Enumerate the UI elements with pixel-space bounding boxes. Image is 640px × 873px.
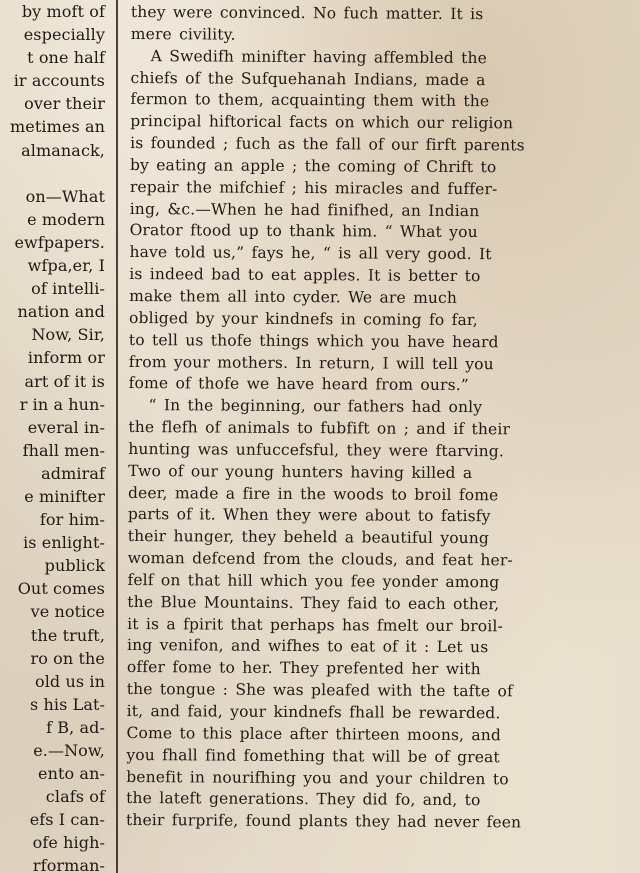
article-line: Two of our young hunters having killed a <box>128 461 473 482</box>
left-column-line: is enlight- <box>23 533 105 553</box>
left-column <box>0 0 108 873</box>
article-line: it is a fpirit that perhaps has fmelt our broil- <box>127 614 503 635</box>
article-line: the flefh of animals to fubfift on ; and if their <box>128 418 511 439</box>
article-line: A Swedifh minifter having affembled the <box>150 46 487 67</box>
left-column-line: metimes an <box>10 117 105 137</box>
left-column-line: ofe high- <box>32 833 105 853</box>
article-line: hunting was unfuccefsful, they were ftarving. <box>128 439 505 461</box>
right-column-article <box>126 2 579 873</box>
left-column-line: Now, Sir, <box>31 325 105 345</box>
left-column-line: the truft, <box>30 625 105 645</box>
left-column-line: ve notice <box>30 602 105 622</box>
article-line: ing, &c.—When he had finifhed, an Indian <box>129 199 480 220</box>
article-line: Come to this place after thirteen moons, and <box>126 723 502 745</box>
article-line: by eating an apple ; the coming of Chrift to <box>129 155 497 177</box>
left-column-line: t one half <box>27 48 105 68</box>
left-column-line: nation and <box>17 302 105 322</box>
article-line: it, and faid, your kindnefs fhall be rewarded. <box>126 701 501 723</box>
left-column-line: almanack, <box>21 140 105 160</box>
left-column-line: on—What <box>25 186 105 206</box>
left-column-line: f B, ad- <box>46 717 105 737</box>
article-line: their hunger, they beheld a beautiful young <box>127 527 490 548</box>
article-line: you fhall find fomething that will be of great <box>126 745 500 766</box>
left-column-line: publick <box>44 556 105 576</box>
article-line: “ In the beginning, our fathers had only <box>148 396 483 417</box>
article-line: fome of thofe we have heard from ours.” <box>128 374 469 395</box>
article-line: ing venifon, and wifhes to eat of it : Let us <box>127 636 489 657</box>
left-column-line: especially <box>23 25 105 45</box>
left-column-line: by moft of <box>21 2 105 21</box>
article-line: fermon to them, acquainting them with the <box>130 90 490 111</box>
article-line: the tongue : She was pleafed with the tafte of <box>126 680 513 701</box>
article-line: is founded ; fuch as the fall of our firft parents <box>130 134 525 155</box>
left-column-line: rforman- <box>32 856 105 873</box>
left-column-line: of intelli- <box>31 279 105 299</box>
article-line: offer fome to her. They prefented her with <box>126 658 481 679</box>
left-column-line: ir accounts <box>13 71 105 91</box>
left-column-line: inform or <box>27 348 105 368</box>
article-line: their furprife, found plants they had never feen <box>125 811 522 832</box>
left-column-line: admiraf <box>41 463 105 483</box>
left-column-line: s his Lat- <box>29 694 105 714</box>
article-line: to tell us thofe things which you have heard <box>128 330 499 351</box>
article-line: the Blue Mountains. They faid to each other, <box>127 592 500 614</box>
left-column-line: wfpa,er, I <box>27 256 105 276</box>
article-line: woman defcend from the clouds, and feat her- <box>127 549 513 570</box>
left-column-line: art of it is <box>24 371 105 391</box>
article-line: obliged by your kindnefs in coming fo far, <box>129 308 478 329</box>
article-line: felf on that hill which you fee yonder among <box>127 570 500 592</box>
left-column-line: clafs of <box>45 787 105 807</box>
left-column-line: r in a hun- <box>19 394 105 414</box>
article-line: have told us,” fays he, “ is all very good. It <box>129 243 492 264</box>
left-column-line: for him- <box>39 510 105 530</box>
article-line: repair the mifchief ; his miracles and fuffer- <box>129 177 498 198</box>
article-line: deer, made a fire in the woods to broil fome <box>127 483 499 504</box>
left-column-line: e minifter <box>24 486 105 506</box>
left-column-line: over their <box>24 94 105 114</box>
article-line: make them all into cyder. We are much <box>129 286 458 307</box>
article-line: Orator ftood up to thank him. “ What you <box>129 221 478 242</box>
left-column-line: Out comes <box>17 579 105 599</box>
column-divider-rule <box>116 0 118 873</box>
article-line: chiefs of the Sufquehanah Indians, made a <box>130 68 486 89</box>
left-column-line: old us in <box>34 671 105 691</box>
article-line: benefit in nourifhing you and your children to <box>126 767 509 788</box>
left-column-line: e modern <box>27 209 105 229</box>
left-column-line <box>0 162 108 185</box>
left-column-line: ro on the <box>30 648 105 668</box>
left-column-line: everal in- <box>27 417 105 437</box>
left-column-line: ewfpapers. <box>14 232 105 252</box>
left-column-line: fhall men- <box>22 440 105 460</box>
left-column-line: ento an- <box>38 764 105 784</box>
article-line: the lateft generations. They did fo, and, to <box>126 789 481 810</box>
left-column-line: efs I can- <box>29 810 105 830</box>
article-line: parts of it. When they were about to fatisfy <box>127 505 491 526</box>
article-line: principal hiftorical facts on which our religion <box>130 112 514 133</box>
article-line: mere civility. <box>130 24 236 44</box>
article-line: is indeed bad to eat apples. It is better to <box>129 265 481 286</box>
article-line: from your mothers. In return, I will tell you <box>128 352 494 373</box>
article-line: they were convinced. No fuch matter. It is <box>130 2 484 24</box>
left-column-line: e.—Now, <box>33 741 105 760</box>
